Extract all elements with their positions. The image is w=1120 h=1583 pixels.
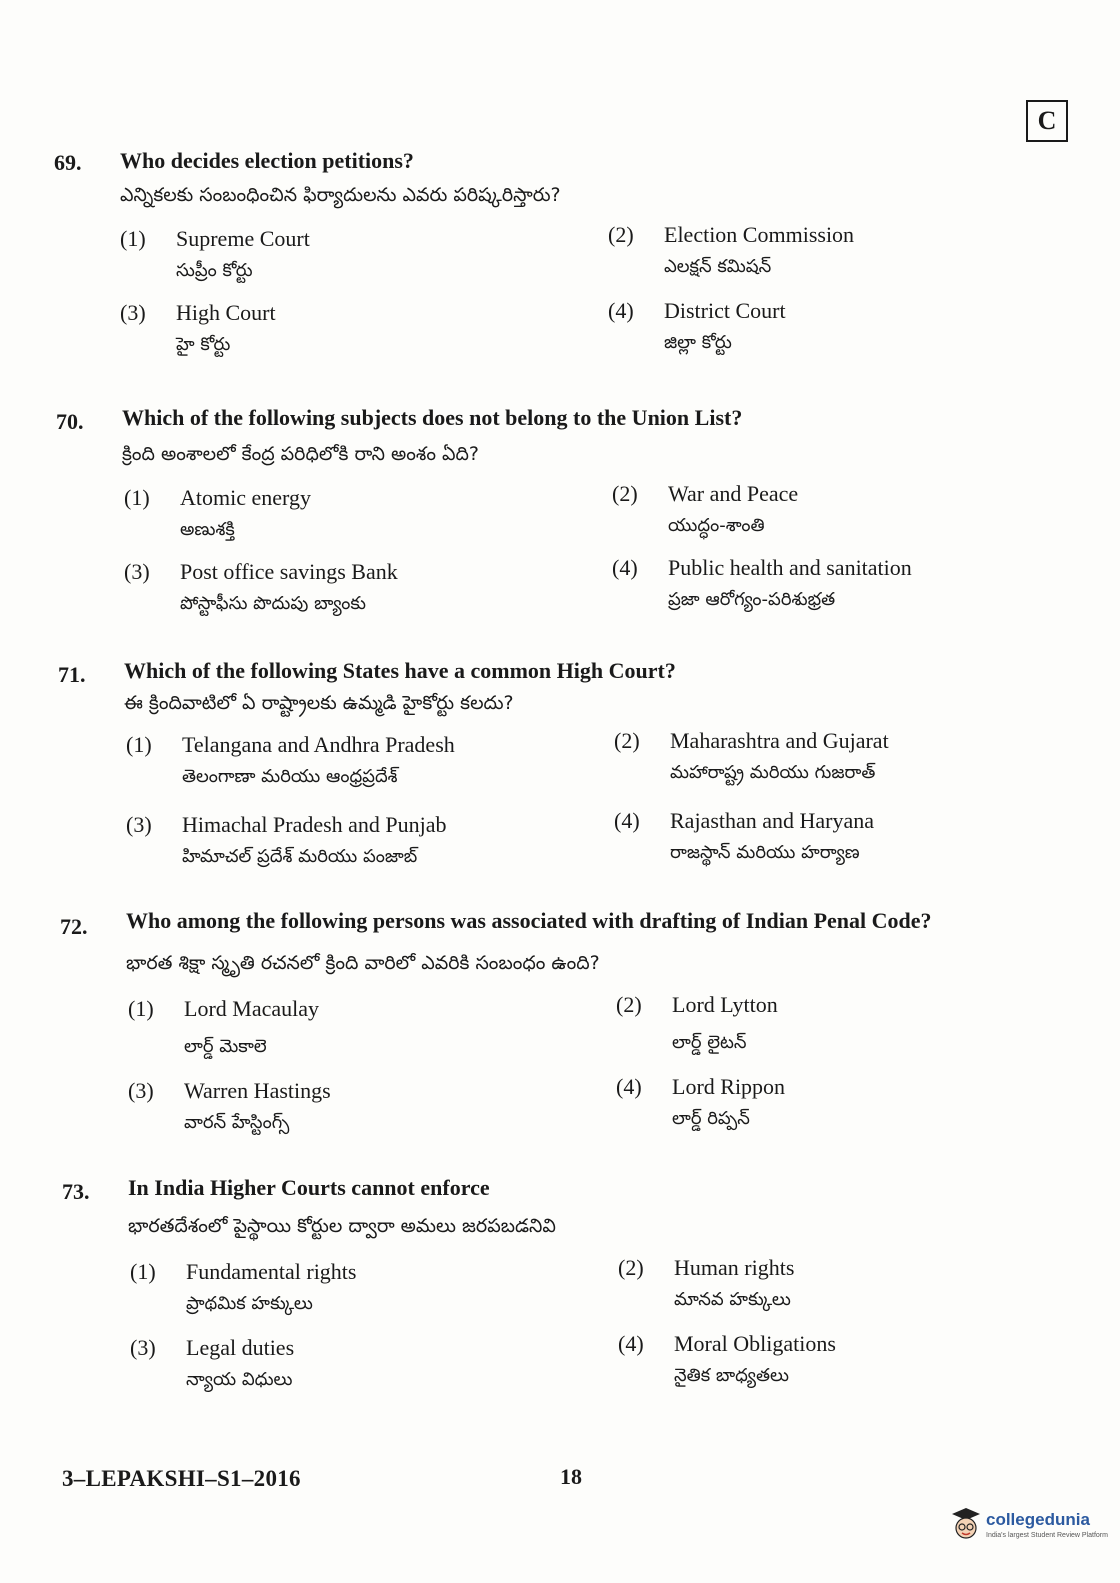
option-text-telugu: హై కోర్టు <box>176 334 231 355</box>
option-text-telugu: హిమాచల్ ప్రదేశ్ మరియు పంజాబ్ <box>182 846 418 867</box>
question-number: 72. <box>60 914 88 939</box>
option-number: (2) <box>614 728 640 753</box>
watermark-logo <box>948 1500 1108 1550</box>
option-number: (4) <box>616 1074 642 1099</box>
question-number: 70. <box>56 409 84 434</box>
option-text: Supreme Court <box>176 226 310 251</box>
option-text: Fundamental rights <box>186 1259 357 1284</box>
question-text: Which of the following States have a common High Court? <box>124 658 676 683</box>
option-text-telugu: లార్డ్ లైటన్ <box>672 1032 747 1053</box>
option-text-telugu: యుద్ధం-శాంతి <box>668 515 765 536</box>
option-text: Election Commission <box>664 222 855 247</box>
option-text: War and Peace <box>668 481 799 506</box>
option-text: Lord Rippon <box>672 1074 786 1099</box>
question-text-telugu: ఎన్నికలకు సంబంధించిన ఫిర్యాదులను ఎవరు పరిష్కరిస్తారు? <box>120 184 561 206</box>
option-text-telugu: న్యాయ విధులు <box>186 1369 293 1390</box>
option-number: (4) <box>614 808 640 833</box>
option-text-telugu: వారన్ హేస్టింగ్స్ <box>184 1112 290 1133</box>
brand-name: collegedunia <box>986 1510 1090 1529</box>
question-number: 71. <box>58 662 86 687</box>
option-text-telugu: మహారాష్ట్ర మరియు గుజరాత్ <box>670 762 876 783</box>
option-text: Telangana and Andhra Pradesh <box>182 732 455 757</box>
option-number: (1) <box>130 1259 156 1284</box>
option-text-telugu: లార్డ్ రిప్పన్ <box>672 1108 750 1129</box>
option-number: (1) <box>120 226 146 251</box>
option-text-telugu: అణుశక్తి <box>180 519 235 540</box>
set-code-box <box>1026 100 1068 142</box>
option-number: (3) <box>130 1335 156 1360</box>
option-text-telugu: మానవ హక్కులు <box>674 1289 791 1310</box>
option-text: Post office savings Bank <box>180 559 398 584</box>
option-number: (2) <box>612 481 638 506</box>
question-text: Which of the following subjects does not belong to the Union List? <box>122 405 743 430</box>
question-text: Who among the following persons was associated with drafting of Indian Penal Code? <box>126 908 932 933</box>
option-text: Legal duties <box>186 1335 295 1360</box>
option-text: Rajasthan and Haryana <box>670 808 875 833</box>
option-number: (1) <box>124 485 150 510</box>
option-text: Warren Hastings <box>184 1078 331 1103</box>
option-number: (2) <box>616 992 642 1017</box>
page-number: 18 <box>560 1464 582 1489</box>
booklet-code: 3–LEPAKSHI–S1–2016 <box>62 1466 301 1491</box>
question-text-telugu: క్రింది అంశాలలో కేంద్ర పరిధిలోకి రాని అంశం ఏది? <box>122 443 480 465</box>
option-number: (4) <box>612 555 638 580</box>
brand-tagline: India's largest Student Review Platform <box>986 1532 1108 1539</box>
question-text: Who decides election petitions? <box>120 148 414 173</box>
option-text: Lord Macaulay <box>184 996 319 1021</box>
option-text: Himachal Pradesh and Punjab <box>182 812 447 837</box>
option-text: Human rights <box>674 1255 795 1280</box>
graduate-avatar-icon <box>948 1504 984 1544</box>
option-number: (4) <box>618 1331 644 1356</box>
option-text-telugu: సుప్రీం కోర్టు <box>176 260 253 281</box>
option-text: Moral Obligations <box>674 1331 836 1356</box>
option-text-telugu: లార్డ్ మెకాలె <box>184 1036 267 1057</box>
option-number: (3) <box>126 812 152 837</box>
question-text-telugu: భారత శిక్షా స్మృతి రచనలో క్రింది వారిలో ఎవరికి సంబంధం ఉంది? <box>126 952 600 974</box>
set-code: C <box>1037 106 1057 135</box>
option-number: (3) <box>120 300 146 325</box>
option-text-telugu: ప్రజా ఆరోగ్యం-పరిశుభ్రత <box>668 589 836 610</box>
option-text: Public health and sanitation <box>668 555 912 580</box>
option-text-telugu: జిల్లా కోర్టు <box>664 332 732 353</box>
option-text-telugu: నైతిక బాధ్యతలు <box>674 1365 789 1386</box>
option-text-telugu: తెలంగాణా మరియు ఆంధ్రప్రదేశ్ <box>182 766 398 787</box>
question-number: 69. <box>54 150 82 175</box>
option-number: (2) <box>608 222 634 247</box>
option-text-telugu: రాజస్థాన్ మరియు హర్యాణ <box>670 842 860 863</box>
option-text-telugu: పోస్టాఫీసు పొదుపు బ్యాంకు <box>180 593 366 614</box>
option-text: Atomic energy <box>180 485 311 510</box>
question-text-telugu: ఈ క్రిందివాటిలో ఏ రాష్ట్రాలకు ఉమ్మడి హైకోర్టు కలదు? <box>124 692 514 714</box>
question-text: In India Higher Courts cannot enforce <box>128 1175 490 1200</box>
option-text-telugu: ఎలక్షన్ కమిషన్ <box>664 256 772 277</box>
option-number: (1) <box>126 732 152 757</box>
option-text: District Court <box>664 298 786 323</box>
option-text: High Court <box>176 300 276 325</box>
option-text: Maharashtra and Gujarat <box>670 728 889 753</box>
option-number: (3) <box>124 559 150 584</box>
option-number: (1) <box>128 996 154 1021</box>
option-text-telugu: ప్రాథమిక హక్కులు <box>186 1293 313 1314</box>
question-number: 73. <box>62 1179 90 1204</box>
option-text: Lord Lytton <box>672 992 778 1017</box>
question-text-telugu: భారతదేశంలో పైస్థాయి కోర్టుల ద్వారా అమలు జరపబడనివి <box>128 1215 556 1237</box>
option-number: (2) <box>618 1255 644 1280</box>
option-number: (4) <box>608 298 634 323</box>
option-number: (3) <box>128 1078 154 1103</box>
